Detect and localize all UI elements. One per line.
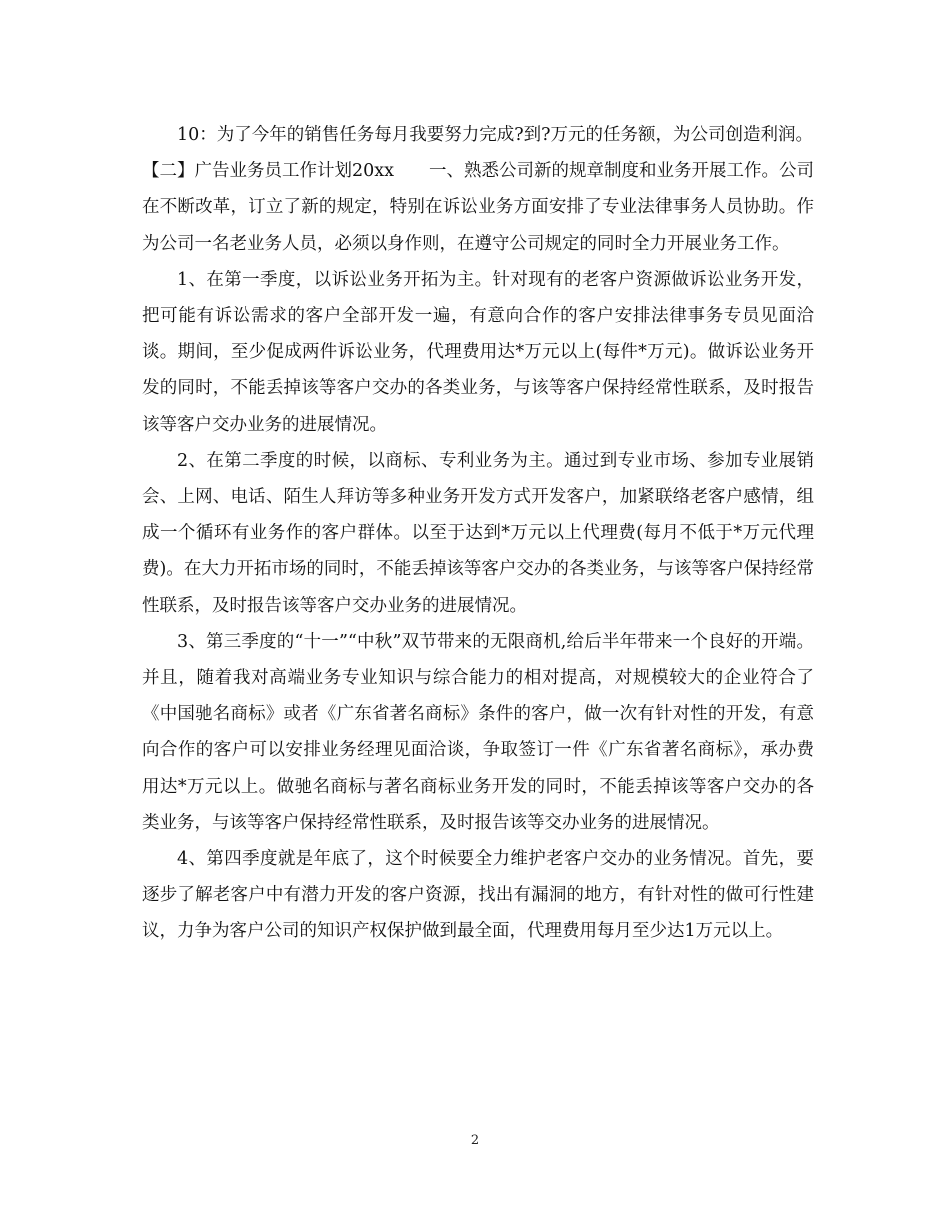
paragraph-sales-target: 10：为了今年的销售任务每月我要努力完成?到?万元的任务额，为公司创造利润。 bbox=[177, 125, 814, 145]
paragraph-section-two-heading: 【二】广告业务员工作计划20xx 一、熟悉公司新的规章制度和业务开展工作。公司在不断改革，订立了新的规定，特别在诉讼业务方面安排了专业法律事务人员协助。作为公司一名老业务人员，必须以身作则，在遵守公司规定的同时全力开展业务工作。 bbox=[142, 161, 815, 254]
page-number: 2 bbox=[470, 1133, 480, 1148]
paragraph-fourth-quarter: 4、第四季度就是年底了，这个时候要全力维护老客户交办的业务情况。首先，要逐步了解老客户中有潜力开发的客户资源，找出有漏洞的地方，有针对性的做可行性建议，力争为客户公司的知识产权保护做到最全面，代理费用每月至少达1万元以上。 bbox=[142, 849, 814, 942]
paragraph-second-quarter: 2、在第二季度的时候，以商标、专利业务为主。通过到专业市场、参加专业展销会、上网、电话、陌生人拜访等多种业务开发方式开发客户，加紧联络老客户感情，组成一个循环有业务作的客户群体。以至于达到*万元以上代理费(每月不低于*万元代理费)。在大力开拓市场的同时，不能丢掉该等客户交办的各类业务，与该等客户保持经常性联系，及时报告该等客户交办业务的进展情况。 bbox=[142, 450, 814, 616]
paragraph-third-quarter: 3、第三季度的“十一”“中秋”双节带来的无限商机,给后半年带来一个良好的开端。并且，随着我对高端业务专业知识与综合能力的相对提高，对规模较大的企业符合了《中国驰名商标》或者《广东省著名商标》条件的客户，做一次有针对性的开发，有意向合作的客户可以安排业务经理见面洽谈，争取签订一件《广东省著名商标》，承办费用达*万元以上。做驰名商标与著名商标业务开发的同时，不能丢掉该等客户交办的各类业务，与该等客户保持经常性联系，及时报告该等交办业务的进展情况。 bbox=[142, 631, 814, 833]
document-body bbox=[142, 117, 814, 950]
paragraph-first-quarter: 1、在第一季度，以诉讼业务开拓为主。针对现有的老客户资源做诉讼业务开发，把可能有诉讼需求的客户全部开发一遍，有意向合作的客户安排法律事务专员见面洽谈。期间，至少促成两件诉讼业务，代理费用达*万元以上(每件*万元)。做诉讼业务开发的同时，不能丢掉该等客户交办的各类业务，与该等客户保持经常性联系，及时报告该等客户交办业务的进展情况。 bbox=[142, 269, 814, 435]
